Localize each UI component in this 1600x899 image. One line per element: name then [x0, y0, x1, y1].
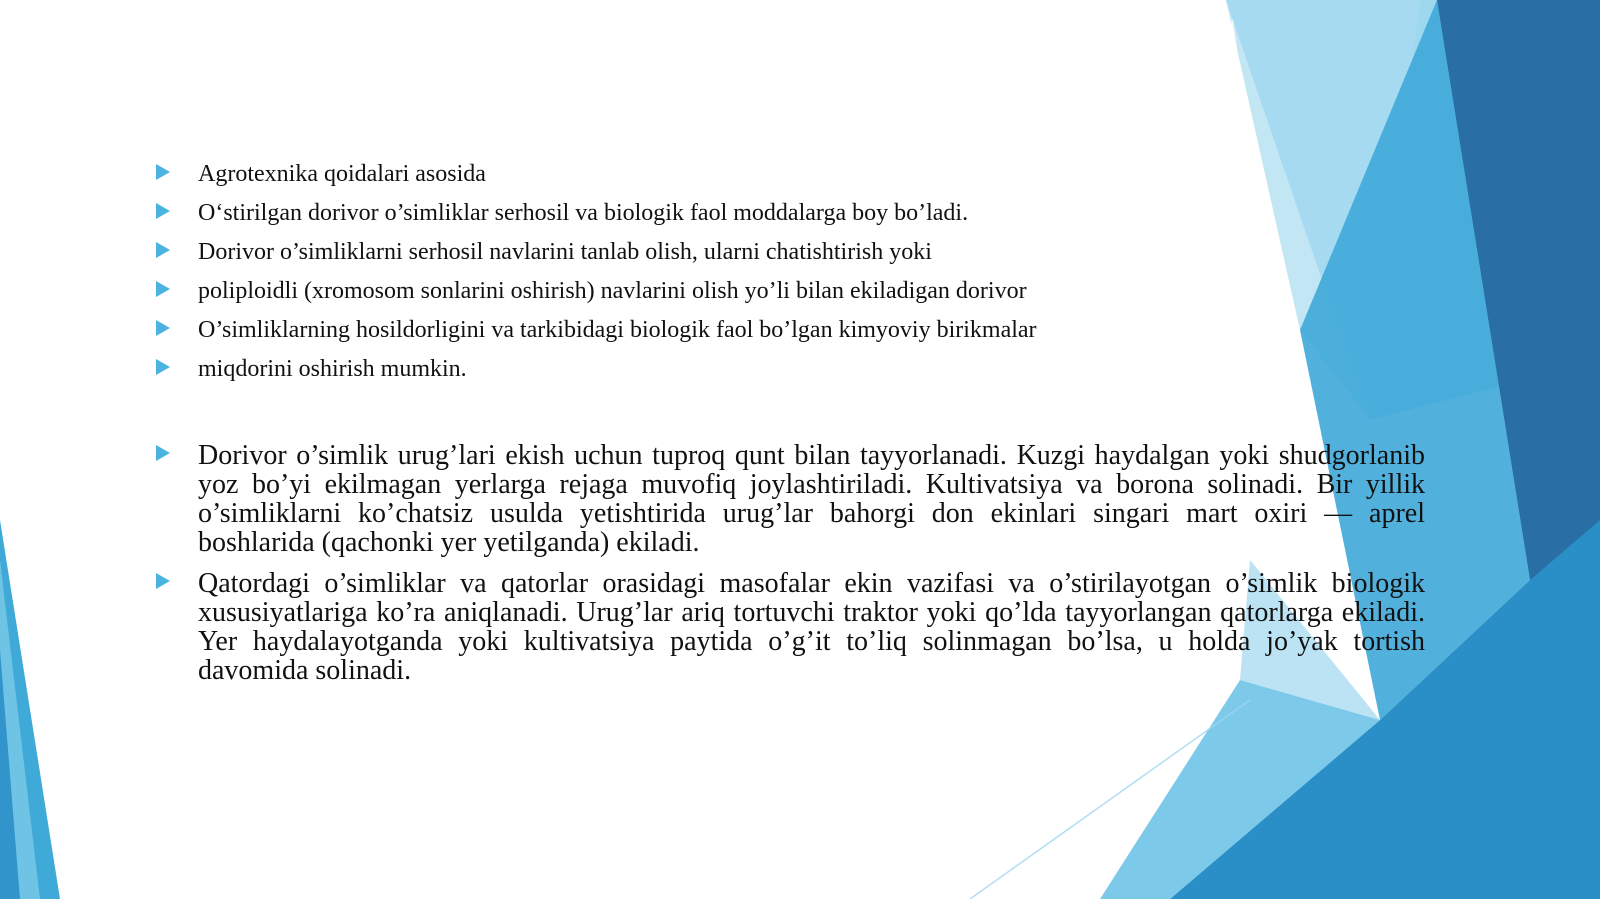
triangle-bullet-icon: [156, 242, 170, 258]
list-item: [150, 155, 1425, 194]
paragraph-text: Qatordagi o’simliklar va qatorlar orasidagi masofalar ekin vazifasi va o’stirilayotgan o’simlik biologik xususiyatlariga ko’ra aniqlanadi. Urug’lar ariq tortuvchi traktor yoki qo’lda tayyorlangan qatorlarga ekiladi. Yer haydalayotganda yoki kultivatsiya paytida o’g’it to’liq solinmagan bo’lsa, u holda jo’yak tortish davomida solinadi.: [198, 568, 1425, 686]
list-item-text: Dorivor o’simliklarni serhosil navlarini tanlab olish, ularni chatishtirish yoki: [198, 239, 932, 265]
list-item-text: Agrotexnika qoidalari asosida: [198, 161, 486, 187]
list-item: [150, 311, 1425, 350]
paragraph-text: Dorivor o’simlik urug’lari ekish uchun tuproq qunt bilan tayyorlanadi. Kuzgi haydalgan yoki shudgorlanib yoz bo’yi ekilmagan yerlarga rejaga muvofiq joylashtiriladi. Kultivatsiya va borona solinadi. Bir yillik o’simliklarni ko’chatsiz usulda yetishtirida urug’lar bahorgi don ekinlari singari mart oxiri — aprel boshlarida (qachonki yer yetilganda) ekiladi.: [198, 440, 1425, 558]
list-item: [150, 272, 1425, 311]
paragraph-item: [150, 441, 1425, 557]
bullet-list-short: [150, 155, 1425, 389]
paragraph-item: [150, 569, 1425, 685]
triangle-bullet-icon: [156, 320, 170, 336]
list-item-text: miqdorini oshirish mumkin.: [198, 356, 467, 382]
triangle-bullet-icon: [156, 164, 170, 180]
triangle-bullet-icon: [156, 359, 170, 375]
slide-body: [150, 155, 1425, 697]
list-item-text: poliploidli (xromosom sonlarini oshirish) navlarini olish yo’li bilan ekiladigan dorivor: [198, 278, 1027, 304]
list-item: [150, 194, 1425, 233]
list-item: [150, 350, 1425, 389]
list-item-text: O‘stirilgan dorivor o’simliklar serhosil va biologik faol moddalarga boy bo’ladi.: [198, 200, 969, 226]
triangle-bullet-icon: [156, 573, 170, 589]
list-item: [150, 233, 1425, 272]
triangle-bullet-icon: [156, 281, 170, 297]
bullet-list-paragraphs: [150, 441, 1425, 685]
triangle-bullet-icon: [156, 203, 170, 219]
list-item-text: O’simliklarning hosildorligini va tarkibidagi biologik faol bo’lgan kimyoviy birikmalar: [198, 317, 1037, 343]
triangle-bullet-icon: [156, 445, 170, 461]
